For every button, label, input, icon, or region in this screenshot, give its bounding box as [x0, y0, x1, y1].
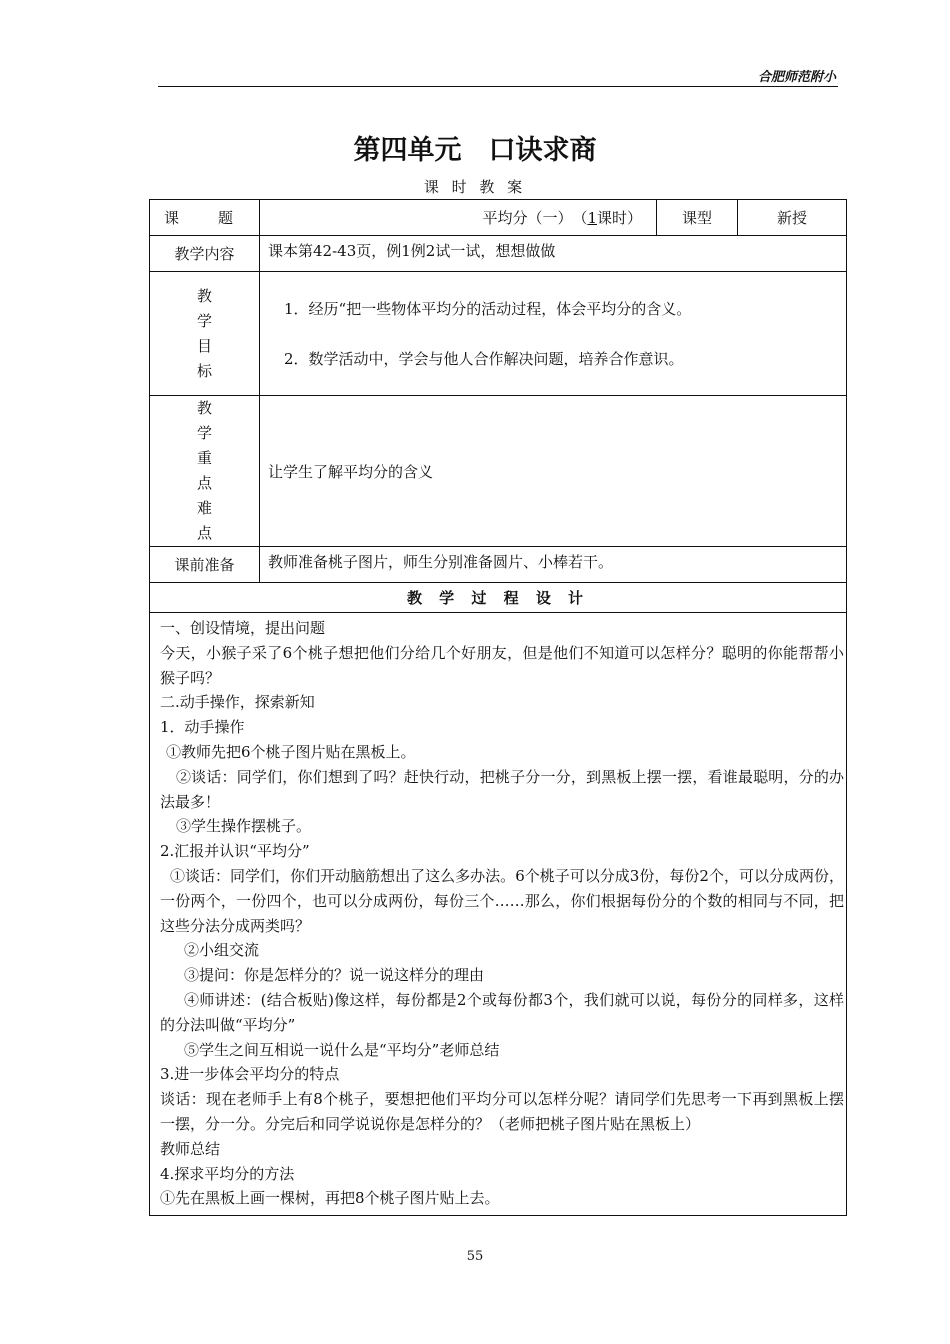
goals-value — [260, 272, 847, 396]
process-line: ③学生操作摆桃子。 — [176, 817, 312, 836]
topic-value — [260, 200, 657, 236]
process-line: ③提问：你是怎样分的？说一说这样分的理由 — [184, 966, 485, 985]
content-label: 教学内容 — [150, 236, 260, 272]
lesson-type-value: 新授 — [738, 200, 847, 236]
process-line: 今天，小猴子采了6个桃子想把他们分给几个好朋友，但是他们不知道可以怎样分？聪明的你能帮帮小猴子吗？ — [160, 643, 845, 687]
process-line: 一、创设情境，提出问题 — [160, 619, 326, 637]
topic-lesson-number: 1 — [587, 209, 597, 227]
goal-item: 2．数学活动中，学会与他人合作解决问题，培养合作意识。 — [284, 349, 684, 368]
page-subtitle: 课 时 教 案 — [423, 178, 527, 196]
process-content — [150, 613, 847, 1216]
process-line: 教师总结 — [160, 1139, 221, 1158]
prep-label: 课前准备 — [150, 547, 260, 583]
topic-prefix: 平均分（一） （ — [482, 209, 588, 227]
topic-label: 课 题 — [150, 200, 260, 236]
topic-row — [150, 200, 847, 236]
process-line: 4.探求平均分的方法 — [160, 1164, 295, 1183]
process-line: 2.汇报并认识“平均分” — [160, 842, 310, 861]
process-line: 3.进一步体会平均分的特点 — [160, 1065, 340, 1084]
process-line: ⑤学生之间互相说一说什么是“平均分”老师总结 — [184, 1040, 500, 1059]
header-divider — [158, 86, 838, 87]
process-line: 1．动手操作 — [160, 718, 245, 737]
process-title-row — [150, 583, 847, 613]
content-value: 课本第42-43页，例1例2试一试，想想做做 — [260, 236, 847, 272]
key-points-value: 让学生了解平均分的含义 — [260, 396, 847, 547]
process-line: 谈话：现在老师手上有8个桃子，要想把他们平均分可以怎样分呢？请同学们先思考一下再到黑板上摆一摆，分一分。分完后和同学说说你是怎样分的？（老师把桃子图片贴在黑板上） — [160, 1090, 845, 1133]
key-points-label: 教 学 重 点 难 点 — [150, 396, 260, 547]
process-line: ①谈话：同学们，你们开动脑筋想出了这么多办法。6个桃子可以分成3份，每份2个，可以分成两份，一份两个，一份四个，也可以分成两份，每份三个……那么，你们根据每份分的个数的相同与不同，把这些分法分成两类吗？ — [160, 866, 845, 935]
key-points-row — [150, 396, 847, 547]
process-line: ②小组交流 — [184, 941, 260, 960]
lesson-plan-table — [149, 199, 847, 1216]
prep-row — [150, 547, 847, 583]
process-line: ①先在黑板上画一棵树，再把8个桃子图片贴上去。 — [160, 1189, 500, 1208]
process-line: ④师讲述：(结合板贴)像这样，每份都是2个或每份都3个，我们就可以说，每份分的同样多，这样的分法叫做“平均分” — [160, 990, 845, 1034]
goal-item: 1．经历“把一些物体平均分的活动过程，体会平均分的含义。 — [284, 299, 692, 318]
process-line: 二.动手操作，探索新知 — [160, 693, 315, 712]
lesson-type-label: 课型 — [657, 200, 738, 236]
topic-suffix: 课时） — [597, 209, 643, 227]
prep-value: 教师准备桃子图片，师生分别准备圆片、小棒若干。 — [260, 547, 847, 583]
process-line: ②谈话：同学们，你们想到了吗？赶快行动，把桃子分一分，到黑板上摆一摆，看谁最聪明，分的办法最多！ — [160, 767, 845, 811]
goals-label: 教 学 目 标 — [150, 272, 260, 396]
content-row — [150, 236, 847, 272]
goals-row — [150, 272, 847, 396]
process-row — [150, 613, 847, 1216]
page-number: 55 — [466, 1249, 484, 1264]
school-name-header: 合肥师范附小 — [757, 70, 836, 85]
process-title: 教 学 过 程 设 计 — [150, 583, 847, 613]
process-line: ①教师先把6个桃子图片贴在黑板上。 — [166, 742, 416, 761]
page-title: 第四单元 口诀求商 — [353, 135, 597, 166]
